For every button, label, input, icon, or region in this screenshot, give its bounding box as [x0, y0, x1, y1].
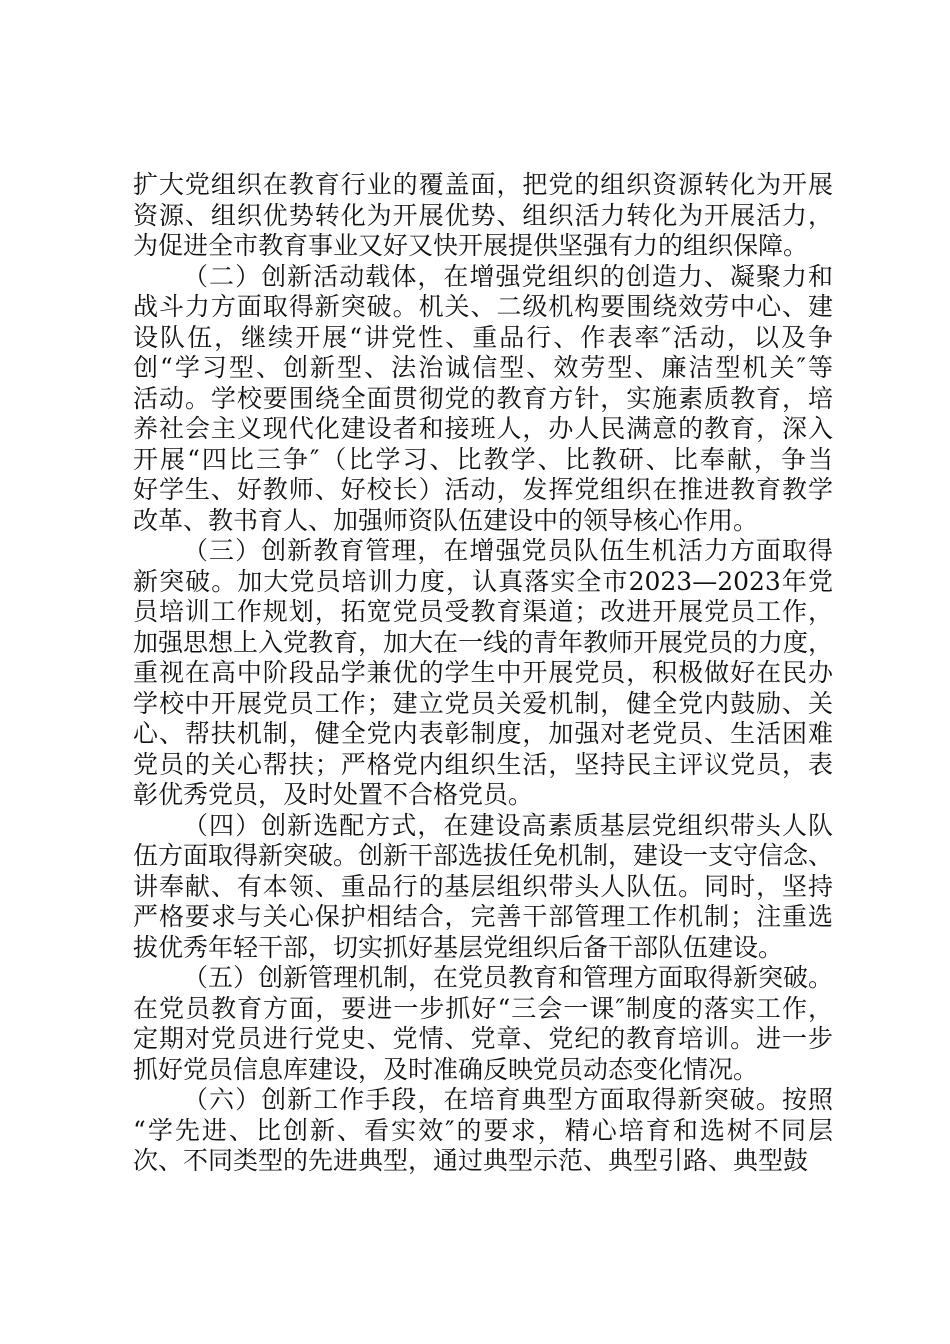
text-line: “学先进、比创新、看实效″的要求，精心培育和选树不同层	[133, 1115, 833, 1145]
text-line: （二）创新活动载体，在增强党组织的创造力、凝聚力和	[183, 261, 833, 291]
text-line: 加强思想上入党教育，加大在一线的青年教师开展党员的力度，	[133, 627, 834, 657]
text-line: 改革、教书育人、加强师资队伍建设中的领导核心作用。	[133, 505, 759, 535]
text-line: 拔优秀年轻干部，切实抓好基层党组织后备干部队伍建设。	[133, 932, 784, 962]
text-line: 创“学习型、创新型、法治诚信型、效劳型、廉洁型机关″等	[133, 353, 833, 382]
paragraph-intro-continued	[133, 170, 833, 262]
text-line: （五）创新管理机制，在党员教育和管理方面取得新突破。	[183, 963, 834, 992]
paragraph-section-3	[133, 536, 833, 811]
text-line: （六）创新工作手段，在培育典型方面取得新突破。按照	[183, 1085, 833, 1114]
text-line: 严格要求与关心保护相结合，完善干部管理工作机制；注重选	[133, 902, 833, 931]
text-line: 讲奉献、有本领、重品行的基层组织带头人队伍。同时，坚持	[133, 871, 833, 901]
paragraph-section-5	[133, 963, 833, 1085]
text-line: 好学生、好教师、好校长）活动，发挥党组织在推进教育教学	[133, 475, 833, 504]
text-line: 开展“四比三争″（比学习、比教学、比教研、比奉献，争当	[133, 444, 833, 474]
text-line: 员培训工作规划，拓宽党员受教育渠道；改进开展党员工作，	[133, 597, 833, 626]
text-line: 养社会主义现代化建设者和接班人，办人民满意的教育，深入	[133, 414, 833, 443]
text-line: 战斗力方面取得新突破。机关、二级机构要围绕效劳中心、建	[133, 292, 833, 321]
text-line: 心、帮扶机制，健全党内表彰制度，加强对老党员、生活困难	[133, 719, 833, 748]
text-line: 党员的关心帮扶；严格党内组织生活，坚持民主评议党员，表	[133, 749, 833, 779]
text-line: 抓好党员信息库建设，及时准确反映党员动态变化情况。	[133, 1054, 759, 1084]
text-line: 学校中开展党员工作；建立党员关爱机制，健全党内鼓励、关	[133, 688, 833, 718]
document-body	[133, 170, 833, 1177]
text-line: 彰优秀党员，及时处置不合格党员。	[133, 780, 534, 809]
paragraph-section-6	[133, 1085, 833, 1177]
text-line: 定期对党员进行党史、党情、党章、党纪的教育培训。进一步	[133, 1024, 833, 1053]
text-line: （四）创新选配方式，在建设高素质基层党组织带头人队	[183, 810, 833, 840]
paragraph-section-4	[133, 811, 833, 964]
text-line: 为促进全市教育事业又好又快开展提供坚强有力的组织保障。	[133, 231, 809, 260]
text-line: 重视在高中阶段品学兼优的学生中开展党员，积极做好在民办	[133, 658, 833, 687]
text-line: 伍方面取得新突破。创新干部选拔任免机制，建设一支守信念、	[133, 841, 834, 870]
paragraph-section-2	[133, 262, 833, 537]
text-line: 新突破。加大党员培训力度，认真落实全市2023—2023年党	[133, 566, 833, 596]
text-line: 设队伍，继续开展“讲党性、重品行、作表率″活动，以及争	[133, 322, 833, 352]
text-line: 在党员教育方面，要进一步抓好“三会一课″制度的落实工作，	[133, 993, 833, 1023]
text-line: （三）创新教育管理，在增强党员队伍生机活力方面取得	[183, 536, 833, 565]
text-line: 活动。学校要围绕全面贯彻党的教育方针，实施素质教育，培	[133, 383, 833, 413]
text-line: 次、不同类型的先进典型，通过典型示范、典型引路、典型鼓	[133, 1146, 809, 1175]
text-line: 扩大党组织在教育行业的覆盖面，把党的组织资源转化为开展	[133, 170, 833, 199]
text-line: 资源、组织优势转化为开展优势、组织活力转化为开展活力，	[133, 200, 833, 230]
